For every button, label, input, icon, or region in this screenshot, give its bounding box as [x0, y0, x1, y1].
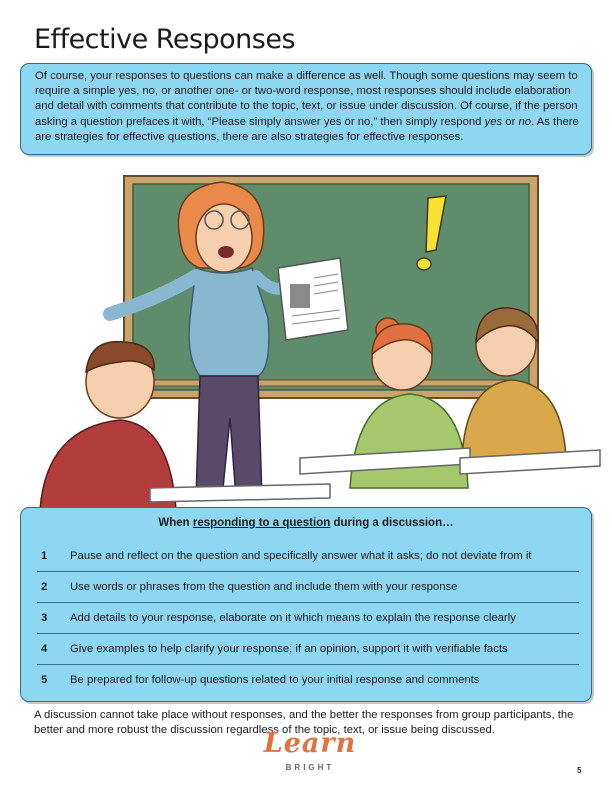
- strategy-number: 5: [41, 674, 48, 686]
- intro-text-no: no: [518, 115, 532, 128]
- strategy-row: [37, 541, 579, 572]
- heading-post: during a discussion…: [330, 517, 454, 529]
- logo-bright-word: BRIGHT: [285, 763, 335, 772]
- logo-learn-word: Learn: [263, 728, 357, 759]
- strategy-row: [37, 634, 579, 665]
- strategy-text: Be prepared for follow-up questions related to your initial response and comments: [70, 674, 480, 686]
- strategy-row: [37, 603, 579, 634]
- intro-text-box: [20, 63, 592, 155]
- intro-text-or: or: [502, 115, 519, 128]
- strategies-heading: [21, 517, 591, 529]
- strategy-number: 3: [41, 612, 48, 624]
- strategy-number: 1: [41, 550, 48, 562]
- strategy-number: 2: [41, 581, 48, 593]
- heading-pre: When: [158, 517, 193, 529]
- closing-paragraph: A discussion cannot take place without responses, and the better the responses from group participants, the better and more robust the discussion regardless of the topic, text, or issue being discussed.: [34, 709, 574, 736]
- learn-bright-logo: [262, 724, 358, 782]
- handout-paper: [278, 258, 348, 340]
- page-number: 5: [577, 766, 582, 775]
- intro-text-part3: . As there are strategies for effective questions, there are also strategies for effective responses.: [35, 115, 579, 143]
- classroom-illustration: [0, 158, 612, 510]
- strategy-row: [37, 665, 579, 696]
- strategy-text: Use words or phrases from the question and include them with your response: [70, 581, 458, 593]
- strategy-text: Add details to your response, elaborate on it which means to explain the response clearly: [70, 612, 516, 624]
- intro-text-part1: Of course, your responses to questions can make a difference as well. Though some questions may seem to require a simple yes, no, or another one- or two-word response, most responses should include elaboration and detail with comments that contribute to the topic, text, or issue under discussion. Of course, if the person asking a question prefaces it with, “Please simply answer yes or no,” then simply respond: [35, 70, 578, 128]
- strategy-number: 4: [41, 643, 48, 655]
- response-strategies-box: [20, 507, 592, 702]
- heading-underlined: responding to a question: [192, 517, 331, 529]
- intro-text-yes: yes: [484, 115, 503, 128]
- strategy-text: Give examples to help clarify your response; if an opinion, support it with verifiable facts: [70, 643, 508, 655]
- strategy-row: [37, 572, 579, 603]
- strategy-text: Pause and reflect on the question and specifically answer what it asks; do not deviate from it: [70, 550, 532, 562]
- page-title: Effective Responses: [34, 24, 296, 55]
